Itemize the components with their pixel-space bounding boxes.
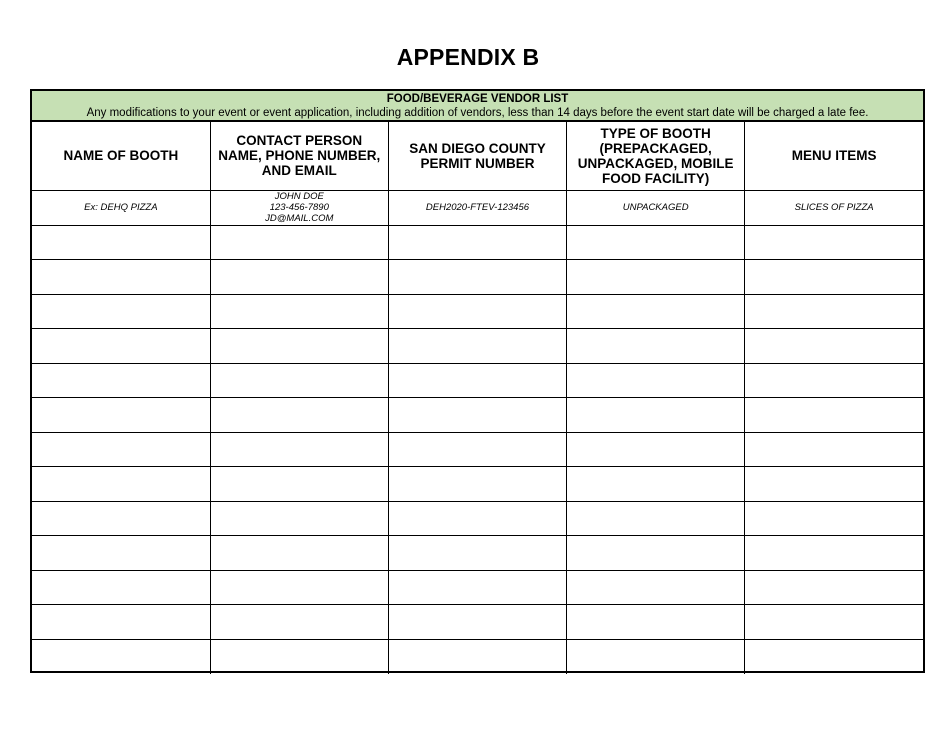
booth-name-cell[interactable] <box>32 398 210 433</box>
table-row <box>32 605 923 640</box>
late-fee-notice: Any modifications to your event or event application, including addition of vendors, less than 14 days before the event start date will be charged a late fee. <box>86 107 869 119</box>
booth-name-cell[interactable] <box>32 432 210 467</box>
contact-cell[interactable] <box>210 605 388 640</box>
table-row <box>32 329 923 364</box>
booth-name-cell[interactable] <box>32 363 210 398</box>
table-row <box>32 398 923 433</box>
permit-number-cell[interactable] <box>388 467 566 502</box>
booth-name-cell[interactable] <box>32 329 210 364</box>
contact-cell[interactable] <box>210 225 388 260</box>
contact-cell[interactable] <box>210 639 388 674</box>
header-line: MENU ITEMS <box>791 148 877 164</box>
booth-name-cell[interactable] <box>32 605 210 640</box>
example-permit-number: DEH2020-FTEV-123456 <box>388 190 566 225</box>
permit-number-cell[interactable] <box>388 225 566 260</box>
example-contact-name: JOHN DOE <box>274 191 324 202</box>
permit-number-cell[interactable] <box>388 536 566 571</box>
table-row <box>32 294 923 329</box>
booth-name-cell[interactable] <box>32 639 210 674</box>
header-row <box>32 122 923 190</box>
header-line: CONTACT PERSON <box>236 133 363 149</box>
booth-name-cell[interactable] <box>32 570 210 605</box>
permit-number-cell[interactable] <box>388 605 566 640</box>
booth-type-cell[interactable] <box>567 398 745 433</box>
table-row <box>32 467 923 502</box>
table-row <box>32 570 923 605</box>
page-title: APPENDIX B <box>396 44 540 70</box>
contact-cell[interactable] <box>210 467 388 502</box>
header-line: AND EMAIL <box>261 163 337 179</box>
booth-type-cell[interactable] <box>567 501 745 536</box>
header-contact-person <box>210 122 388 190</box>
booth-type-cell[interactable] <box>567 363 745 398</box>
contact-cell[interactable] <box>210 260 388 295</box>
permit-number-cell[interactable] <box>388 260 566 295</box>
table-row <box>32 260 923 295</box>
booth-type-cell[interactable] <box>567 225 745 260</box>
vendor-list-form <box>30 89 925 673</box>
menu-items-cell[interactable] <box>745 398 923 433</box>
menu-items-cell[interactable] <box>745 570 923 605</box>
booth-name-cell[interactable] <box>32 501 210 536</box>
table-row <box>32 432 923 467</box>
booth-type-cell[interactable] <box>567 294 745 329</box>
booth-name-cell[interactable] <box>32 294 210 329</box>
header-line: SAN DIEGO COUNTY <box>409 140 546 156</box>
header-line: PERMIT NUMBER <box>420 155 535 171</box>
permit-number-cell[interactable] <box>388 363 566 398</box>
example-contact-phone: 123-456-7890 <box>269 202 329 213</box>
example-booth-name: Ex: DEHQ PIZZA <box>32 190 210 225</box>
header-booth-name <box>32 122 210 190</box>
header-line: NAME OF BOOTH <box>63 148 179 164</box>
contact-cell[interactable] <box>210 432 388 467</box>
example-row <box>32 190 923 225</box>
vendor-list-banner <box>32 91 923 122</box>
header-line: UNPACKAGED, MOBILE <box>577 155 734 171</box>
contact-cell[interactable] <box>210 329 388 364</box>
contact-cell[interactable] <box>210 398 388 433</box>
booth-type-cell[interactable] <box>567 605 745 640</box>
booth-name-cell[interactable] <box>32 260 210 295</box>
header-line: TYPE OF BOOTH <box>600 125 711 141</box>
header-menu-items <box>745 122 923 190</box>
permit-number-cell[interactable] <box>388 432 566 467</box>
table-row <box>32 536 923 571</box>
menu-items-cell[interactable] <box>745 536 923 571</box>
header-booth-type <box>567 122 745 190</box>
contact-cell[interactable] <box>210 363 388 398</box>
table-row <box>32 501 923 536</box>
example-menu-items: SLICES OF PIZZA <box>745 190 923 225</box>
menu-items-cell[interactable] <box>745 639 923 674</box>
header-line: FOOD FACILITY) <box>602 170 710 186</box>
menu-items-cell[interactable] <box>745 329 923 364</box>
booth-type-cell[interactable] <box>567 260 745 295</box>
booth-type-cell[interactable] <box>567 639 745 674</box>
contact-cell[interactable] <box>210 570 388 605</box>
menu-items-cell[interactable] <box>745 501 923 536</box>
vendor-table <box>32 122 923 674</box>
header-permit-number <box>388 122 566 190</box>
menu-items-cell[interactable] <box>745 260 923 295</box>
banner-title: FOOD/BEVERAGE VENDOR LIST <box>386 93 569 105</box>
menu-items-cell[interactable] <box>745 225 923 260</box>
example-booth-type: UNPACKAGED <box>567 190 745 225</box>
header-line: (PREPACKAGED, <box>599 140 712 156</box>
permit-number-cell[interactable] <box>388 639 566 674</box>
permit-number-cell[interactable] <box>388 294 566 329</box>
table-row <box>32 225 923 260</box>
header-line: NAME, PHONE NUMBER, <box>218 148 381 164</box>
example-contact-email: JD@MAIL.COM <box>265 213 334 224</box>
permit-number-cell[interactable] <box>388 398 566 433</box>
contact-cell[interactable] <box>210 536 388 571</box>
menu-items-cell[interactable] <box>745 363 923 398</box>
permit-number-cell[interactable] <box>388 570 566 605</box>
booth-type-cell[interactable] <box>567 570 745 605</box>
booth-type-cell[interactable] <box>567 329 745 364</box>
booth-type-cell[interactable] <box>567 536 745 571</box>
table-row <box>32 639 923 674</box>
table-row <box>32 363 923 398</box>
booth-name-cell[interactable] <box>32 536 210 571</box>
menu-items-cell[interactable] <box>745 467 923 502</box>
contact-cell[interactable] <box>210 294 388 329</box>
booth-type-cell[interactable] <box>567 432 745 467</box>
permit-number-cell[interactable] <box>388 501 566 536</box>
booth-name-cell[interactable] <box>32 225 210 260</box>
contact-cell[interactable] <box>210 501 388 536</box>
booth-name-cell[interactable] <box>32 467 210 502</box>
menu-items-cell[interactable] <box>745 294 923 329</box>
menu-items-cell[interactable] <box>745 605 923 640</box>
booth-type-cell[interactable] <box>567 467 745 502</box>
example-contact <box>210 190 388 225</box>
menu-items-cell[interactable] <box>745 432 923 467</box>
permit-number-cell[interactable] <box>388 329 566 364</box>
